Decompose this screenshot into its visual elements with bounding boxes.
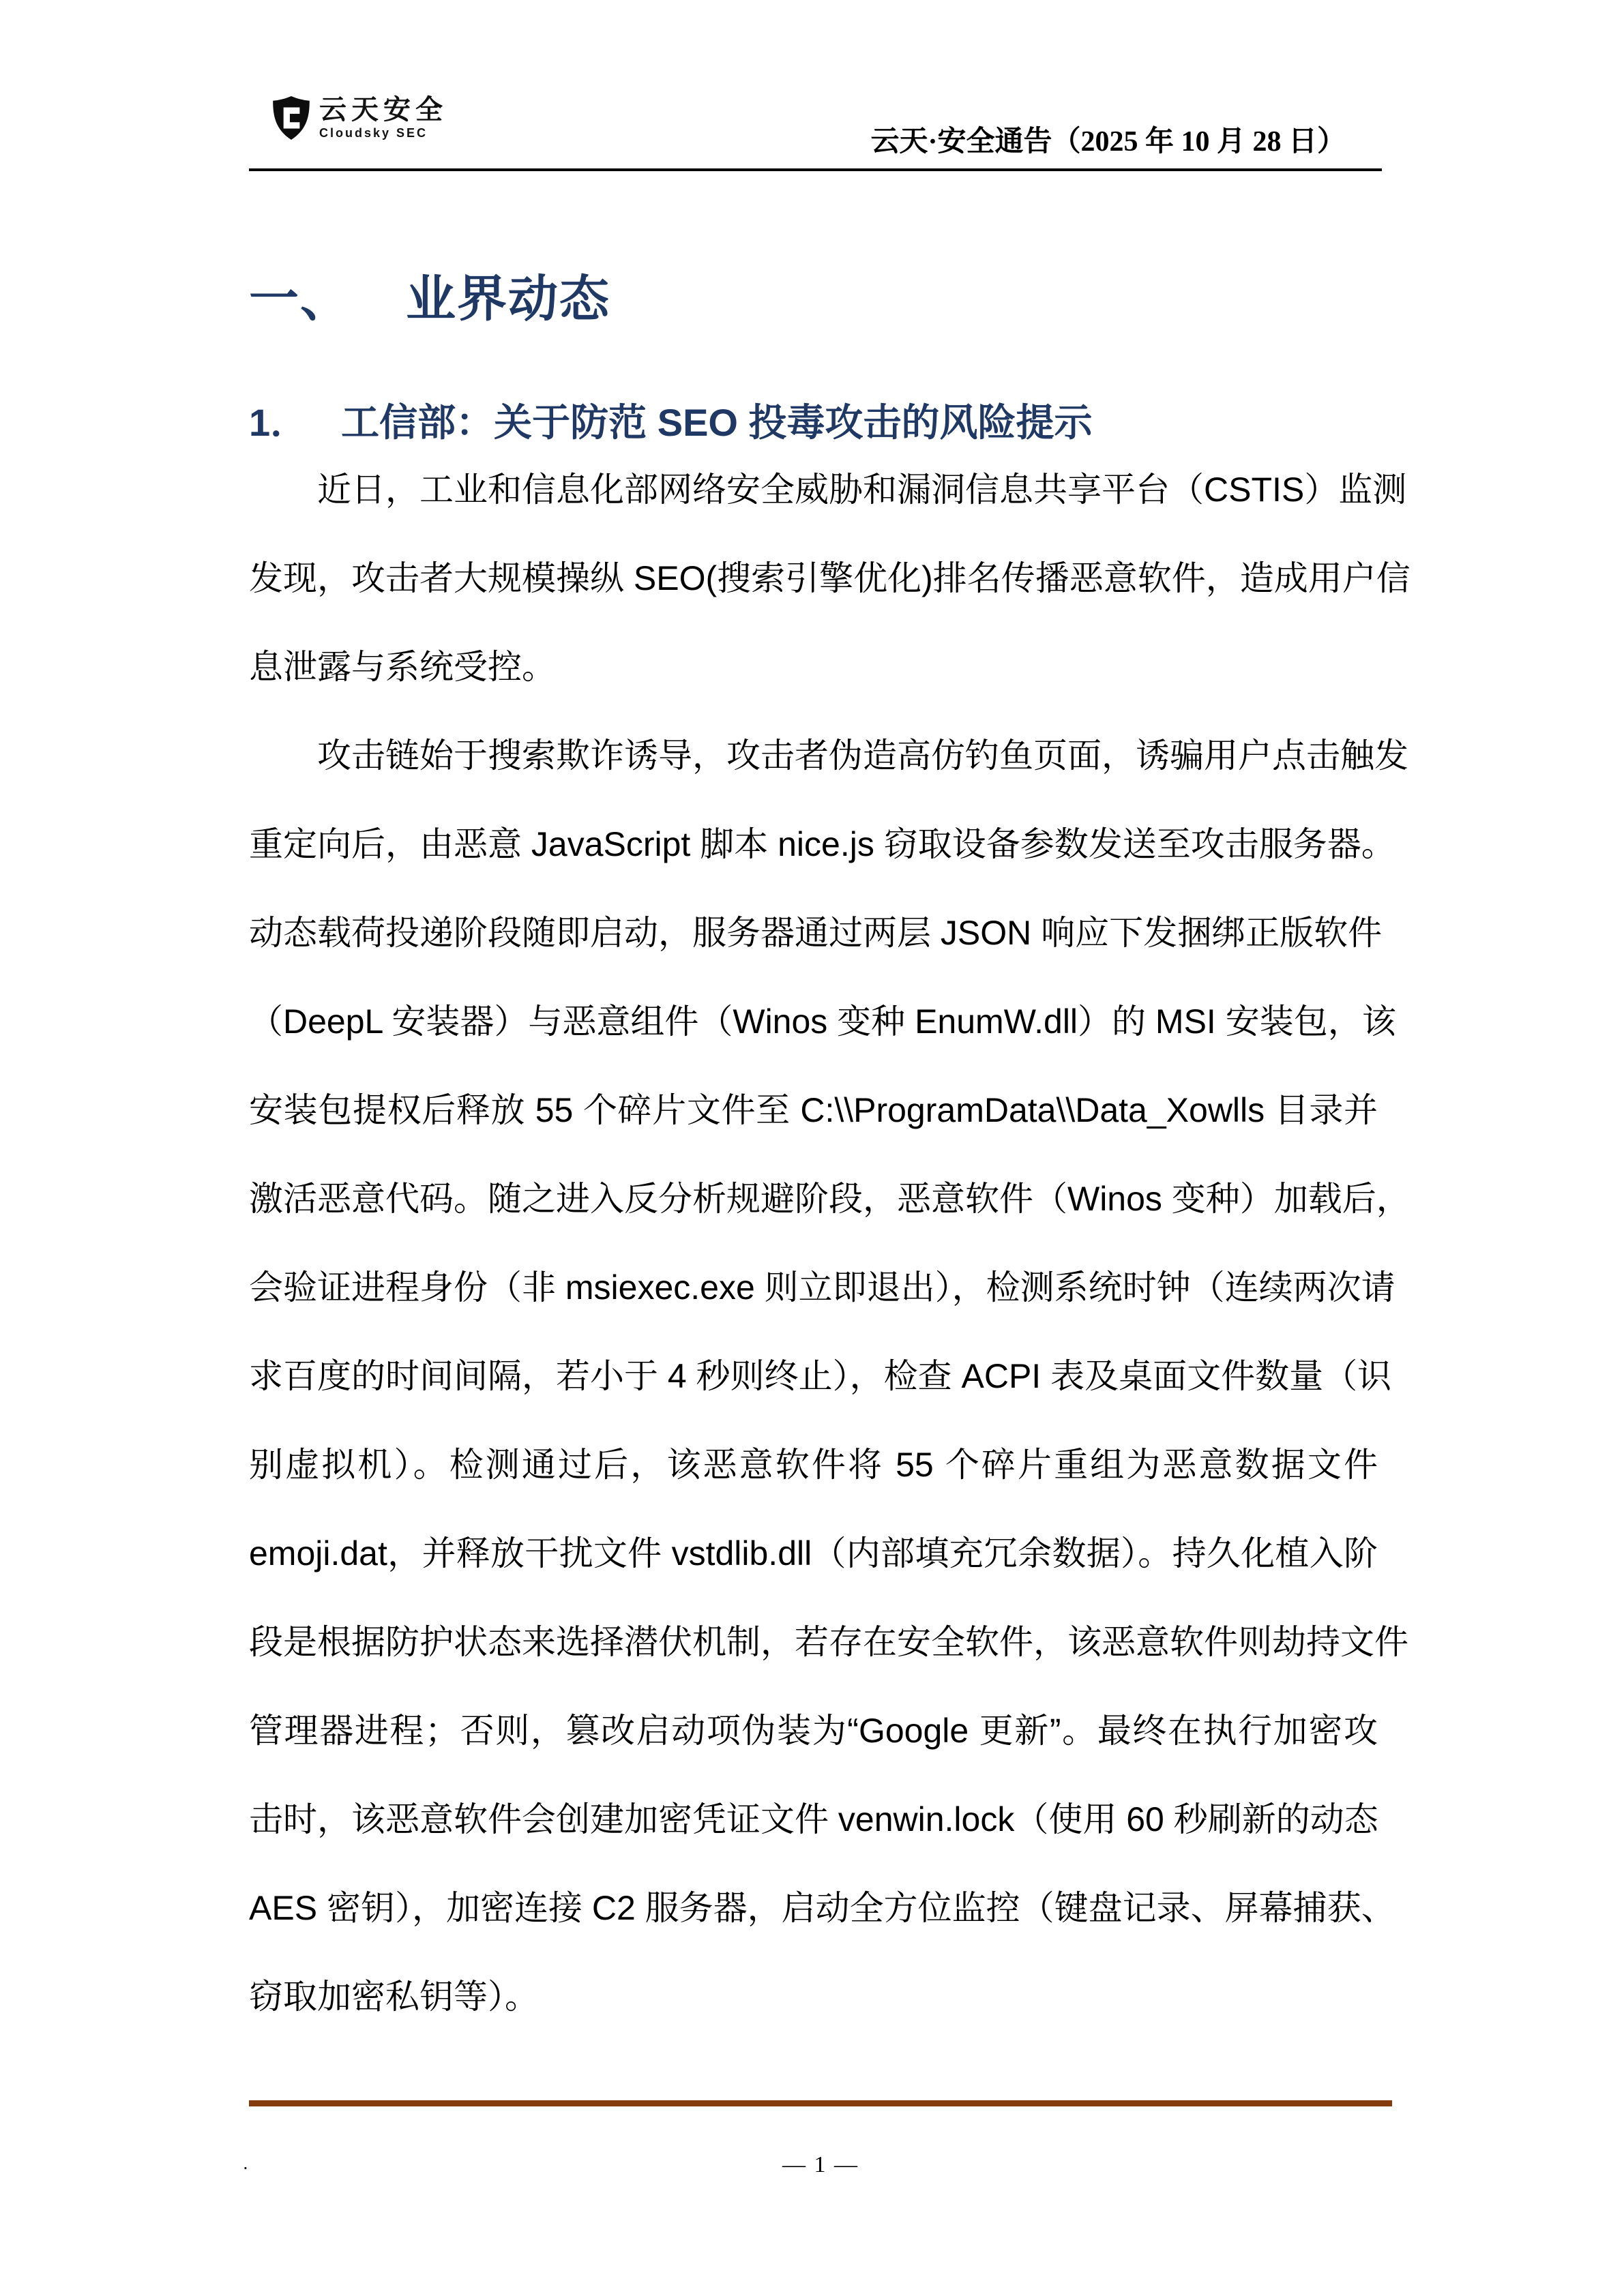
body-line: 求百度的时间间隔，若小于 4 秒则终止），检查 ACPI 表及桌面文件数量（识 [249, 1357, 1392, 1395]
article-text [249, 445, 1411, 2041]
footer-divider [249, 2100, 1392, 2106]
body-line: 激活恶意代码。随之进入反分析规避阶段，恶意软件（Winos 变种）加载后， [249, 1180, 1411, 1218]
body-line: 管理器进程；否则，篡改启动项伪装为“Google 更新”。最终在执行加密攻 [249, 1712, 1378, 1750]
shield-logo-icon [271, 95, 311, 140]
brand-text [319, 95, 447, 140]
body-line: （DeepL 安装器）与恶意组件（Winos 变种 EnumW.dll）的 MSI 安装包，该 [249, 1002, 1396, 1041]
body-line: emoji.dat，并释放干扰文件 vstdlib.dll（内部填充冗余数据）。持久化植入阶 [249, 1534, 1378, 1572]
body-line: 段是根据防护状态来选择潜伏机制，若存在安全软件，该恶意软件则劫持文件 [249, 1623, 1408, 1661]
body-line: 动态载荷投递阶段随即启动，服务器通过两层 JSON 响应下发捆绑正版软件 [249, 914, 1383, 952]
body-line: 别虚拟机）。检测通过后，该恶意软件将 55 个碎片重组为恶意数据文件 [249, 1446, 1378, 1484]
brand-name-cn: 云天安全 [319, 95, 447, 125]
section-number: 一、 [249, 271, 351, 327]
article-number: 1． [249, 401, 309, 444]
body-line: 击时，该恶意软件会创建加密凭证文件 venwin.lock（使用 60 秒刷新的动态 [249, 1800, 1378, 1838]
footer-left-mark: . [243, 2152, 248, 2173]
body-line: AES 密钥），加密连接 C2 服务器，启动全方位监控（键盘记录、屏幕捕获、 [249, 1889, 1396, 1927]
section-heading [249, 272, 1378, 327]
brand-logo [271, 95, 447, 140]
body-line: 会验证进程身份（非 msiexec.exe 则立即退出），检测系统时钟（连续两次请 [249, 1268, 1396, 1307]
article-title: 工信部：关于防范 SEO 投毒攻击的风险提示 [341, 401, 1093, 444]
document-body [249, 171, 1411, 2041]
body-line: 近日，工业和信息化部网络安全威胁和漏洞信息共享平台（CSTIS）监测 [317, 471, 1407, 509]
body-line: 攻击链始于搜索欺诈诱导，攻击者伪造高仿钓鱼页面，诱骗用户点击触发 [317, 736, 1408, 775]
body-line: 发现，攻击者大规模操纵 SEO(搜索引擎优化)排名传播恶意软件，造成用户信 [249, 559, 1411, 597]
body-line: 窃取加密私钥等）。 [249, 1978, 539, 2016]
header-title: 云天·安全通告（2025 年 10 月 28 日） [870, 126, 1346, 158]
page-number: — 1 — [782, 2152, 859, 2177]
article-heading [249, 400, 1378, 445]
brand-name-en: Cloudsky SEC [319, 126, 428, 140]
body-line: 重定向后，由恶意 JavaScript 脚本 nice.js 窃取设备参数发送至攻击服务器。 [249, 825, 1396, 863]
body-line: 息泄露与系统受控。 [249, 648, 556, 686]
section-title: 业界动态 [406, 271, 610, 327]
body-line: 安装包提权后释放 55 个碎片文件至 C:\\ProgramData\\Data_Xowlls 目录并 [249, 1091, 1378, 1129]
